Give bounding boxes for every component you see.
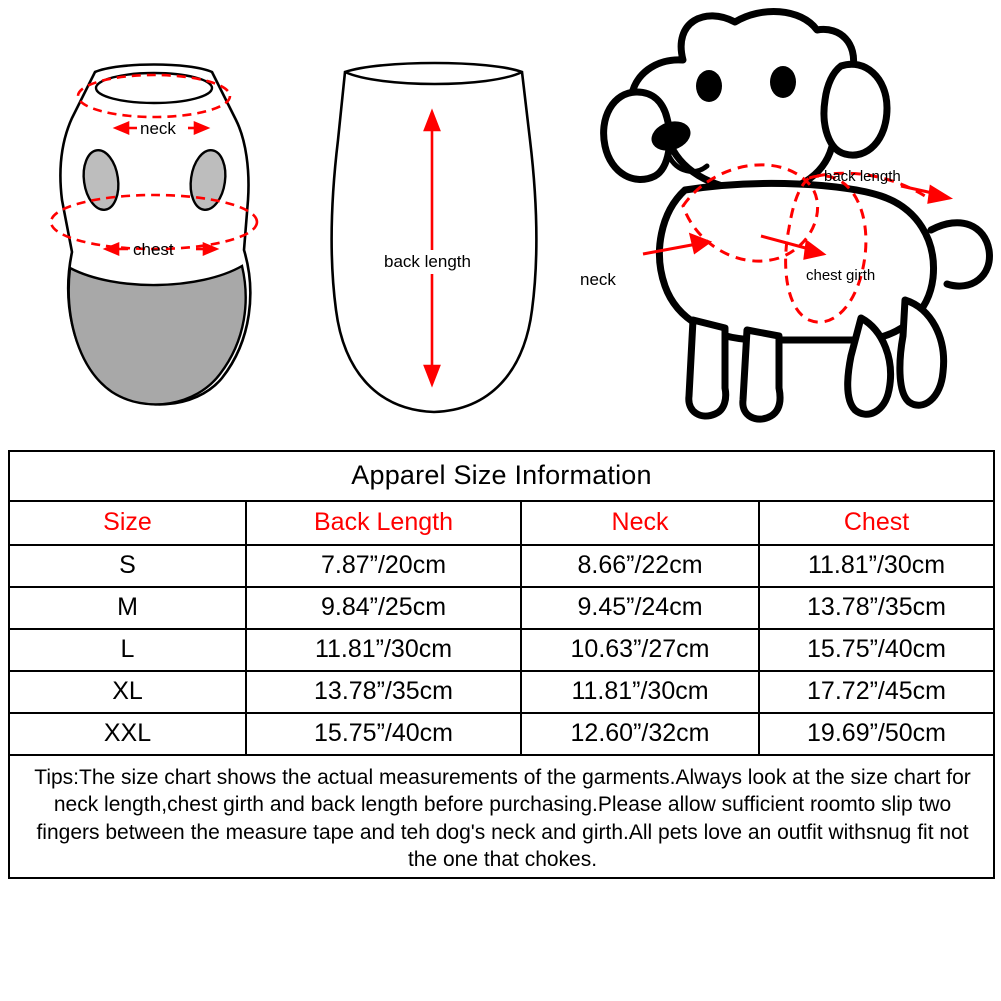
cell-size: S <box>9 545 246 587</box>
back-length-label: back length <box>380 250 475 274</box>
table-row <box>9 671 994 713</box>
dog-measurement-illustration <box>565 0 1001 448</box>
front-view-garment <box>0 0 300 448</box>
cell-neck: 12.60”/32cm <box>521 713 759 755</box>
header-neck: Neck <box>521 501 759 545</box>
front-neck-label: neck <box>140 119 176 138</box>
table-row <box>9 629 994 671</box>
cell-chest: 11.81”/30cm <box>759 545 994 587</box>
table-row <box>9 713 994 755</box>
front-chest-label: chest <box>133 240 174 259</box>
dog-right-eye <box>770 66 796 98</box>
table-row <box>9 545 994 587</box>
dog-chest-girth-label: chest girth <box>806 267 876 284</box>
cell-neck: 9.45”/24cm <box>521 587 759 629</box>
cell-size: XL <box>9 671 246 713</box>
table-row <box>9 587 994 629</box>
cell-back-length: 13.78”/35cm <box>246 671 521 713</box>
cell-neck: 10.63”/27cm <box>521 629 759 671</box>
cell-neck: 8.66”/22cm <box>521 545 759 587</box>
cell-size: XXL <box>9 713 246 755</box>
apparel-size-table <box>8 450 995 879</box>
header-back-length: Back Length <box>246 501 521 545</box>
table-title-row <box>9 451 994 501</box>
dog-svg <box>565 0 1001 448</box>
header-chest: Chest <box>759 501 994 545</box>
cell-back-length: 15.75”/40cm <box>246 713 521 755</box>
cell-chest: 15.75”/40cm <box>759 629 994 671</box>
back-view-garment <box>300 0 570 448</box>
dog-back-length-label: back length <box>824 168 901 185</box>
table-title: Apparel Size Information <box>9 451 994 501</box>
illustration-area <box>0 0 1001 448</box>
cell-chest: 13.78”/35cm <box>759 587 994 629</box>
cell-size: M <box>9 587 246 629</box>
cell-size: L <box>9 629 246 671</box>
cell-back-length: 11.81”/30cm <box>246 629 521 671</box>
header-size: Size <box>9 501 246 545</box>
cell-chest: 17.72”/45cm <box>759 671 994 713</box>
tips-row <box>9 755 994 878</box>
cell-back-length: 9.84”/25cm <box>246 587 521 629</box>
cell-back-length: 7.87”/20cm <box>246 545 521 587</box>
tips-text: Tips:The size chart shows the actual measurements of the garments.Always look at the size chart for neck length,chest girth and back length before purchasing.Please allow sufficient roomto slip two fingers between the measure tape and teh dog's neck and girth.All pets love an outfit withsnug fit not the one that chokes. <box>9 755 994 878</box>
table-header-row <box>9 501 994 545</box>
back-garment-svg <box>300 0 570 448</box>
dog-left-eye <box>696 70 722 102</box>
cell-chest: 19.69”/50cm <box>759 713 994 755</box>
dog-neck-label: neck <box>580 270 616 289</box>
cell-neck: 11.81”/30cm <box>521 671 759 713</box>
front-garment-svg <box>0 0 300 448</box>
